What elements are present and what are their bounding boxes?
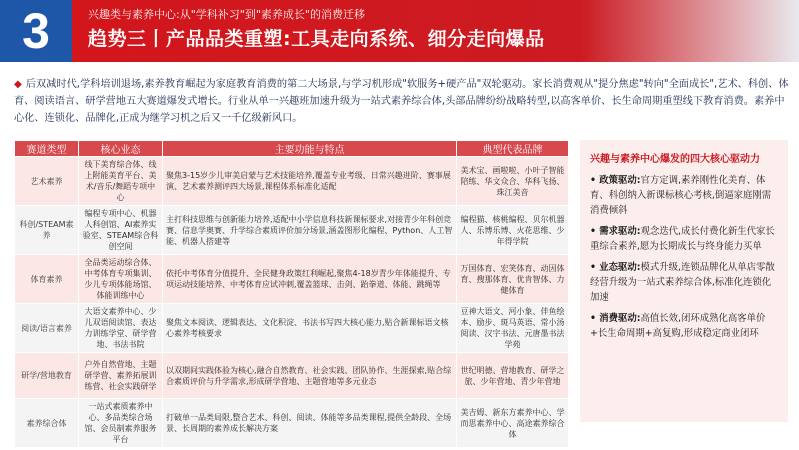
driver-label: • 需求驱动:: [590, 226, 641, 237]
cell-core: 线下美育综合体、线上附能美育平台、美术/音乐/舞蹈专项中心: [79, 157, 163, 206]
driver-text: 观念迭代,成长付费化新生代家长重综合素养,愿为长期成长与终身能力买单: [590, 226, 775, 252]
cell-core: 全品类运动综合体、中考体育专项集训、少儿专项体能场馆、体能训练中心: [79, 255, 163, 304]
cell-brand: 美术宝、画啦啦、小叶子智能陪练、华文众合、华科飞扬、珠江美音: [457, 157, 569, 206]
trend-number: 3: [0, 0, 72, 62]
table-row: [15, 304, 569, 353]
diamond-bullet-icon: ◆: [14, 79, 22, 90]
driver-label: • 业态驱动:: [590, 262, 641, 273]
cell-brand: 编程猫、核桃编程、贝尔机器人、乐博乐博、火花思维、少年得学院: [457, 206, 569, 255]
drivers-panel: [580, 140, 788, 422]
driver-item: [590, 224, 780, 254]
slide-subtitle: 兴趣类与素养中心:从"学科补习"到"素养成长"的消费迁移: [88, 8, 365, 21]
cell-brand: 豆神大语文、河小象、伴鱼绘本、励步、斑马英语、常小汤阅读、汉字书法、元唐墨书法学苑: [457, 304, 569, 353]
slide-title: 趋势三丨产品品类重塑:工具走向系统、细分走向爆品: [88, 28, 545, 50]
driver-item: [590, 260, 780, 305]
cell-type: 研学/营地教育: [15, 353, 79, 399]
driver-text: 高值长效,闭环成熟化高客单价+长生命周期+高复购,形成稳定商业闭环: [590, 313, 766, 339]
table-row: [15, 206, 569, 255]
intro-text: 后双减时代,学科培训退场,素养教育崛起为家庭教育消费的第二大场景,与学习机形成"软服务+硬产品"双轮驱动。家长消费观从"提分焦虑"转向"全面成长",艺术、科创、体育、阅读语言、研学营地五大赛道爆发式增长。行业从单一兴趣班加速升级为一站式素养综合体,头部品牌纷纷战略转型,以高客单价、长生命周期重塑线下教育消费。素养中心化、连锁化、品牌化,正成为继学习机之后又一千亿级新风口。: [14, 79, 789, 124]
cell-type: 艺术素养: [15, 157, 79, 206]
cell-function: 主打科技思维与创新能力培养,适配中小学信息科技新课标要求,对接青少年科创竞赛、信息学奥赛、升学综合素质评价加分场景,涵盖图形化编程、Python、人工智能、机器人搭建等: [163, 206, 457, 255]
table-row: [15, 399, 569, 448]
column-header-brand: 典型代表品牌: [457, 141, 569, 157]
driver-label: • 政策驱动:: [590, 175, 641, 186]
cell-type: 体育素养: [15, 255, 79, 304]
cell-function: 以双期间实践体验为核心,融合自然教育、社会实践、团队协作、生涯探索,贴合综合素质评价与升学需求,形成研学营地、主题营地等多元业态: [163, 353, 457, 399]
cell-function: 依托中考体育分值提升、全民健身政策红利崛起,聚焦4-18岁青少年体能提升、专项运动技能培养、中考体育应试冲刺,覆盖篮球、击剑、跆拳道、体能、跳绳等: [163, 255, 457, 304]
category-table: [14, 140, 569, 448]
table-header-row: [15, 141, 569, 157]
driver-text: 官方定调,素养刚性化美育、体育、科创纳入新课标核心考核,倒逼家庭刚需消费倾斜: [590, 175, 772, 216]
cell-core: 一站式素质素养中心、多品类综合场馆、会员制素养服务平台: [79, 399, 163, 448]
column-header-function: 主要功能与特点: [163, 141, 457, 157]
cell-brand: 万国体育、宏笑体育、动因体育、搜那体育、优肯智体、力健体育: [457, 255, 569, 304]
driver-text: 模式升级,连锁品牌化从单店零散经营升级为一站式素养综合体,标准化连锁化加速: [590, 262, 775, 303]
driver-item: [590, 311, 780, 341]
table-row: [15, 255, 569, 304]
column-header-type: 赛道类型: [15, 141, 79, 157]
table-row: [15, 157, 569, 206]
cell-core: 大语文素养中心、少儿双语阅读馆、表达力训练学堂、研学营地、书法书院: [79, 304, 163, 353]
table-row: [15, 353, 569, 399]
column-header-core: 核心业态: [79, 141, 163, 157]
cell-core: 编程专项中心、机器人科创馆、AI素养实验室、STEAM综合科创空间: [79, 206, 163, 255]
cell-function: 打破单一品类局限,整合艺术、科创、阅读、体能等多品类课程,提供全龄段、全场景、长周期的素养成长解决方案: [163, 399, 457, 448]
cell-brand: 美吉姆、新东方素养中心、学而思素养中心、高途素养综合体: [457, 399, 569, 448]
intro-paragraph: [14, 76, 792, 127]
drivers-title: 兴趣与素养中心爆发的四大核心驱动力: [590, 154, 760, 165]
cell-core: 户外自然营地、主题研学营、素养拓展训练营、社会实践研学: [79, 353, 163, 399]
slide-header: [0, 0, 799, 62]
cell-type: 阅读/语言素养: [15, 304, 79, 353]
driver-label: • 消费驱动:: [590, 313, 641, 324]
cell-type: 素养综合体: [15, 399, 79, 448]
cell-brand: 世纪明德、营地教育、研学之旅、少年营地、青少年营地: [457, 353, 569, 399]
cell-type: 科创/STEAM素养: [15, 206, 79, 255]
cell-function: 聚焦文本阅读、逻辑表达、文化积淀、书法书写四大核心能力,贴合新课标语文核心素养考核要求: [163, 304, 457, 353]
cell-function: 聚焦3-15岁少儿审美启蒙与艺术技能培养,覆盖专业考级、日常兴趣进阶、赛事展演、艺术素养测评四大场景,课程体系标准化适配: [163, 157, 457, 206]
driver-item: [590, 173, 780, 218]
